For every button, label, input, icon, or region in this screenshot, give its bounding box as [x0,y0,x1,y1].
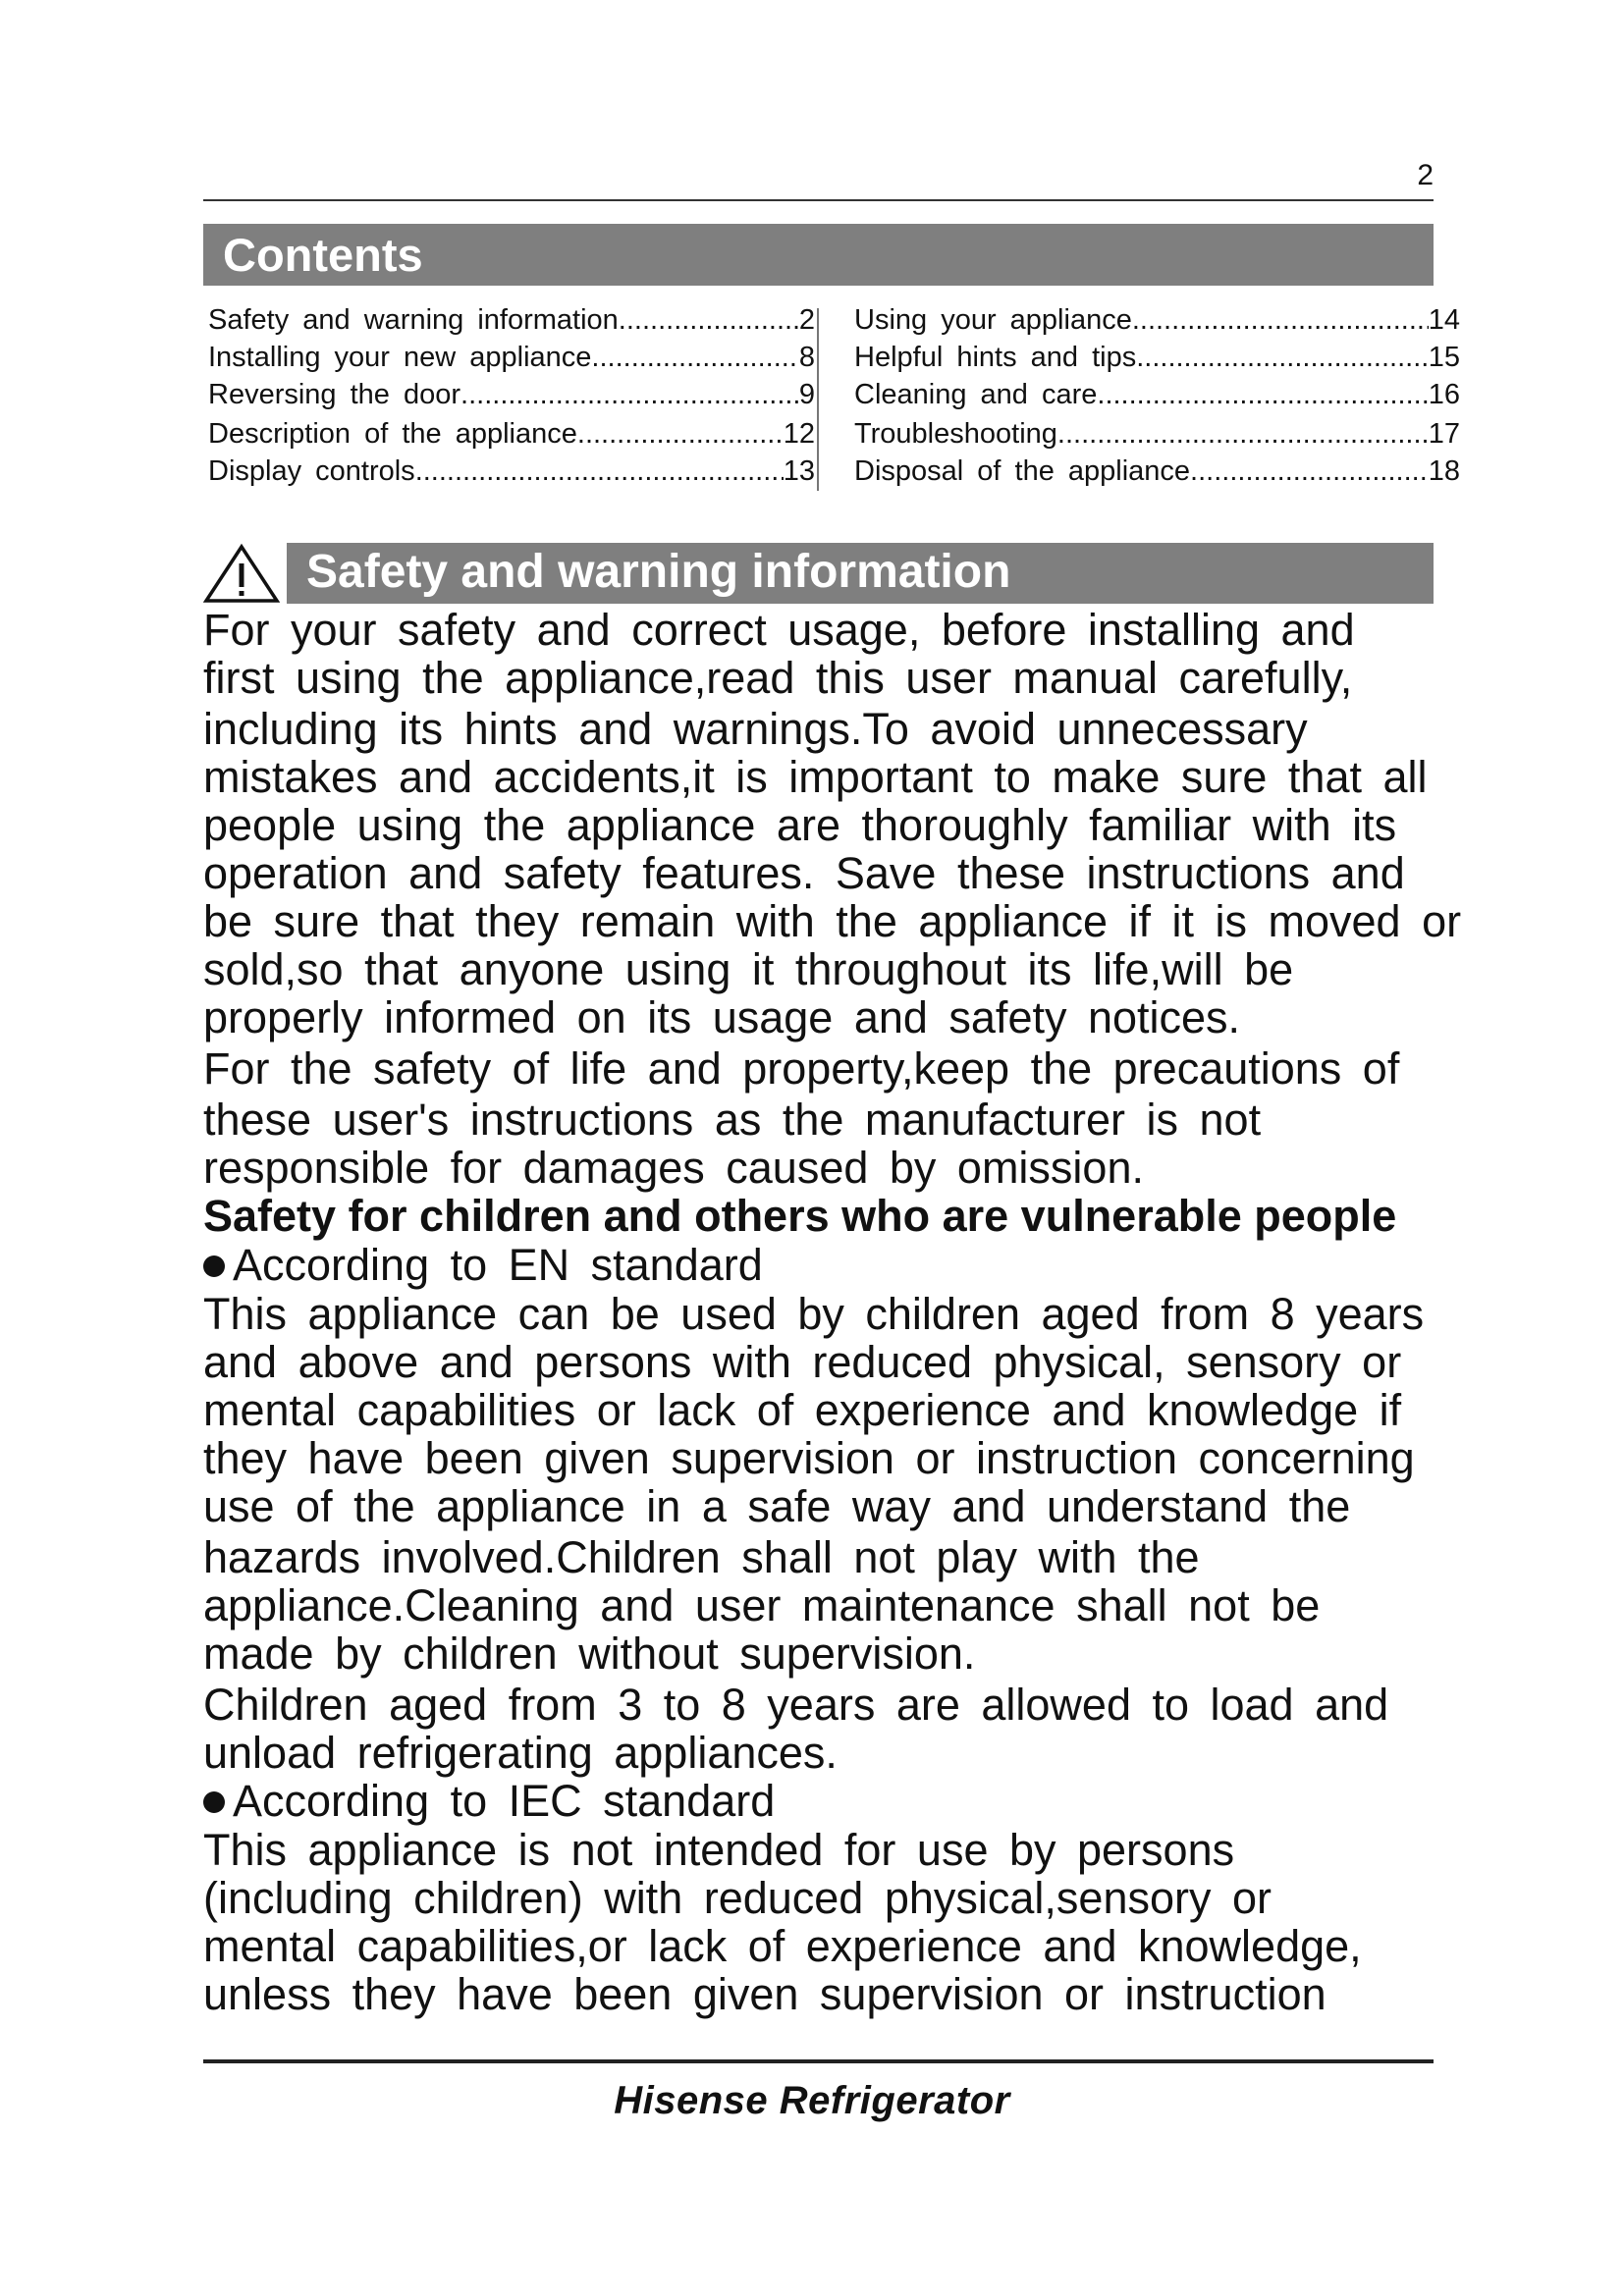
text-line: This appliance can be used by children aged from 8 years [203,1289,1425,1339]
toc-entry-title: Helpful hints and tips [854,342,1137,373]
toc-entry-title: Installing your new appliance [208,342,592,373]
toc-entry[interactable] [208,379,815,416]
toc-entry[interactable] [854,342,1460,379]
toc-leader-dots [1136,342,1429,374]
toc-entry-title: Description of the appliance [208,418,577,450]
toc-entry-title: Cleaning and care [854,379,1098,410]
toc-leader-dots [1097,379,1428,411]
toc-entry-page: 9 [798,379,815,410]
toc-entry-title: Safety and warning information [208,304,619,336]
safety-section-header [203,543,1434,604]
toc-entry-title: Using your appliance [854,304,1132,336]
load-paragraph [203,1681,1578,1777]
text-line: This appliance is not intended for use by persons [203,1825,1235,1875]
toc-entry[interactable] [854,455,1460,493]
toc-entry-page: 17 [1428,418,1460,450]
toc-entry-title: Reversing the door [208,379,461,410]
toc-leader-dots [577,418,784,451]
iec-standard-bullet [203,1777,1578,1826]
toc-entry[interactable] [208,455,815,493]
safety-heading: Safety and warning information [287,543,1434,604]
text-line: unload refrigerating appliances. [203,1728,838,1778]
bullet-icon [203,1791,225,1813]
bullet-text: According to IEC standard [233,1776,776,1826]
text-line: mental capabilities or lack of experience and knowledge if [203,1385,1402,1435]
text-line: operation and safety features. Save these instructions and [203,848,1405,898]
toc-entry-page: 12 [783,418,815,450]
children-safety-heading: Safety for children and others who are vulnerable people [203,1191,1397,1241]
brand-footer: Hisense Refrigerator [614,2079,1010,2122]
bottom-divider [203,2059,1434,2063]
text-line: and above and persons with reduced physical, sensory or [203,1337,1402,1387]
text-line: made by children without supervision. [203,1629,976,1679]
text-line: hazards involved.Children shall not play with the [203,1532,1200,1582]
intro-paragraph [203,606,1578,1041]
toc-entry[interactable] [854,304,1460,342]
warning-triangle-icon [203,543,280,604]
en-paragraph [203,1290,1578,1678]
toc-leader-dots [1132,304,1429,337]
toc-entry[interactable] [854,418,1460,455]
toc-entry-page: 14 [1428,304,1460,336]
toc-entry[interactable] [208,342,815,379]
toc-leader-dots [619,304,799,337]
text-line: they have been given supervision or instruction concerning [203,1433,1415,1483]
text-line: first using the appliance,read this user manual carefully, [203,653,1353,703]
text-line: mental capabilities,or lack of experience and knowledge, [203,1921,1362,1971]
text-line: (including children) with reduced physical,sensory or [203,1873,1272,1923]
toc-leader-dots [460,379,799,411]
toc-entry-page: 16 [1428,379,1460,410]
text-line: be sure that they remain with the appliance if it is moved or [203,896,1462,946]
text-line: unless they have been given supervision or instruction [203,1969,1326,2019]
toc-entry-page: 15 [1428,342,1460,373]
toc-column-divider [817,308,819,491]
toc-leader-dots [415,455,784,488]
text-line: use of the appliance in a safe way and understand the [203,1481,1351,1531]
toc-entry[interactable] [208,304,815,342]
toc-left-column [208,304,815,493]
table-of-contents [203,304,1460,491]
toc-entry[interactable] [854,379,1460,416]
iec-paragraph [203,1826,1578,2018]
text-line: people using the appliance are thoroughly familiar with its [203,800,1397,850]
property-paragraph [203,1044,1578,1192]
toc-entry-page: 18 [1428,455,1460,487]
text-line: mistakes and accidents,it is important to make sure that all [203,752,1428,802]
toc-entry-page: 8 [798,342,815,373]
text-line: responsible for damages caused by omission. [203,1143,1144,1193]
toc-leader-dots [1057,418,1429,451]
top-divider [203,199,1434,201]
toc-entry-title: Disposal of the appliance [854,455,1191,487]
text-line: For your safety and correct usage, before installing and [203,605,1355,655]
toc-entry-page: 13 [783,455,815,487]
text-line: For the safety of life and property,keep the precautions of [203,1043,1400,1094]
contents-heading: Contents [203,224,1434,286]
text-line: including its hints and warnings.To avoid unnecessary [203,704,1308,754]
safety-body [203,606,1578,2018]
bullet-icon [203,1255,225,1277]
en-standard-bullet [203,1241,1578,1290]
text-line: properly informed on its usage and safety notices. [203,992,1241,1042]
toc-entry-title: Display controls [208,455,415,487]
toc-entry[interactable] [208,418,815,455]
toc-right-column [854,304,1460,493]
toc-leader-dots [591,342,798,374]
text-line: Children aged from 3 to 8 years are allowed to load and [203,1680,1389,1730]
bullet-text: According to EN standard [233,1240,763,1290]
toc-entry-page: 2 [798,304,815,336]
text-line: appliance.Cleaning and user maintenance shall not be [203,1580,1321,1630]
toc-entry-title: Troubleshooting [854,418,1057,450]
text-line: these user's instructions as the manufacturer is not [203,1095,1262,1145]
text-line: sold,so that anyone using it throughout its life,will be [203,944,1294,994]
toc-leader-dots [1190,455,1429,488]
page-number: 2 [1417,159,1434,191]
